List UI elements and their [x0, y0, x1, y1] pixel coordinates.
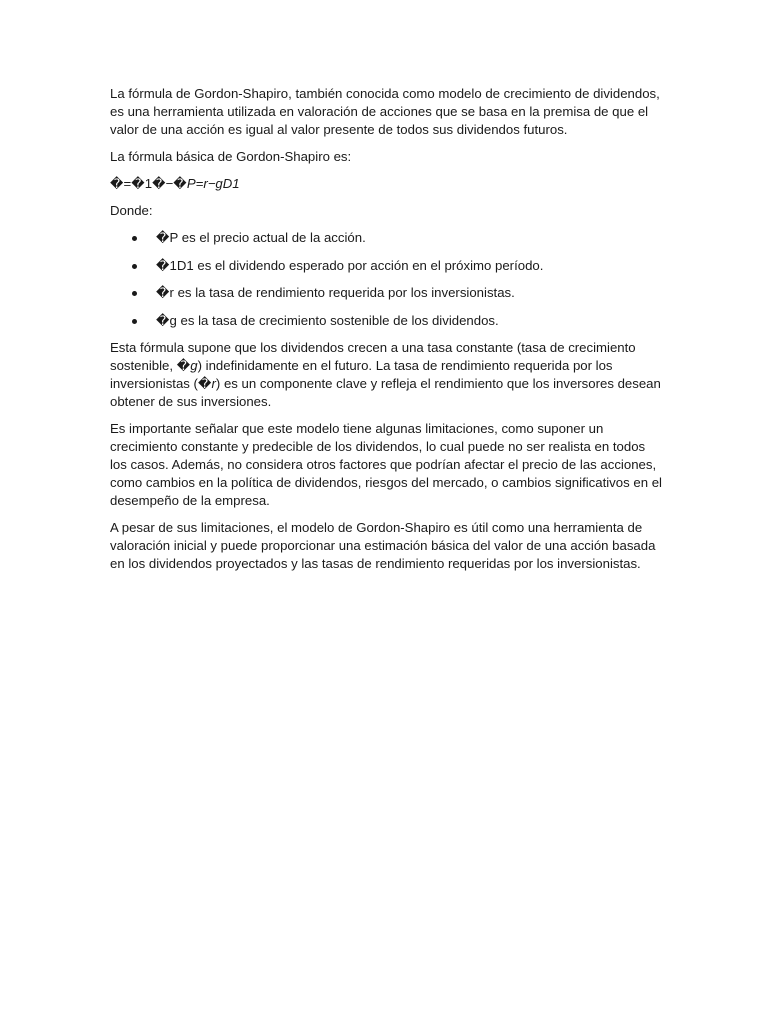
- para1-part-a: Esta fórmula supone que los dividendos crecen a una tasa constante (tasa de crecimiento sostenible,: [110, 340, 636, 373]
- list-item: [110, 312, 662, 330]
- bullet-text: es el precio actual de la acción.: [178, 230, 366, 245]
- formula-intro: La fórmula básica de Gordon-Shapiro es:: [110, 149, 352, 164]
- bullet-dot-icon: [132, 264, 137, 269]
- list-item: [110, 257, 662, 275]
- paragraph-growth-assumption: [110, 339, 662, 411]
- para1-part-c: ) es un componente clave y refleja el rendimiento que los inversores desean obtener de sus inversiones.: [110, 376, 661, 409]
- bullet-symbol: r: [169, 285, 174, 300]
- variable-list: [110, 229, 662, 330]
- para1-g-symbol: g: [190, 358, 198, 373]
- list-item: [110, 229, 662, 247]
- bullet-prefix: �: [156, 312, 170, 328]
- bullet-symbol: P: [169, 230, 179, 245]
- bullet-prefix: �1: [156, 257, 177, 273]
- document-page: [110, 85, 662, 582]
- formula-garbled: �=�1�−�: [110, 176, 187, 191]
- formula-line: [110, 175, 662, 193]
- bullet-dot-icon: [132, 236, 137, 241]
- bullet-prefix: �: [156, 230, 170, 245]
- bullet-text: es la tasa de rendimiento requerida por los inversionistas.: [173, 285, 515, 300]
- bullet-symbol: g: [169, 312, 177, 328]
- bullet-prefix: �: [156, 285, 170, 300]
- bullet-dot-icon: [132, 319, 137, 324]
- paragraph-conclusion: A pesar de sus limitaciones, el modelo de Gordon-Shapiro es útil como una herramienta de valoración inicial y puede proporcionar una estimación básica del valor de una acción basada en los dividendos proyectados y las tasas de rendimiento requeridas por los inversionistas.: [110, 520, 656, 571]
- formula-math: P=r−gD1: [186, 176, 240, 191]
- para1-r-prefix: �: [197, 376, 212, 391]
- bullet-symbol: D1: [176, 257, 194, 273]
- bullet-dot-icon: [132, 291, 137, 296]
- intro-paragraph: La fórmula de Gordon-Shapiro, también conocida como modelo de crecimiento de dividendos, es una herramienta utilizada en valoración de acciones que se basa en la premisa de que el valor de una acción es igual al valor presente de todos sus dividendos futuros.: [110, 86, 660, 137]
- paragraph-limitations: Es importante señalar que este modelo tiene algunas limitaciones, como suponer un crecimiento constante y predecible de los dividendos, lo cual puede no ser realista en todos los casos. Además, no considera otros factores que podrían afectar el precio de las acciones, como cambios en la política de dividendos, riesgos del mercado, o cambios significativos en el desempeño de la empresa.: [110, 421, 662, 508]
- list-item: [110, 284, 662, 302]
- para1-g-prefix: �: [176, 358, 191, 373]
- bullet-text: es la tasa de crecimiento sostenible de los dividendos.: [176, 312, 499, 328]
- para1-r-symbol: r: [211, 376, 216, 391]
- donde-label: Donde:: [110, 203, 153, 218]
- para1-part-b: ) indefinidamente en el futuro. La tasa de rendimiento requerida por los inversionistas (: [110, 358, 613, 391]
- bullet-text: es el dividendo esperado por acción en el próximo período.: [193, 257, 544, 273]
